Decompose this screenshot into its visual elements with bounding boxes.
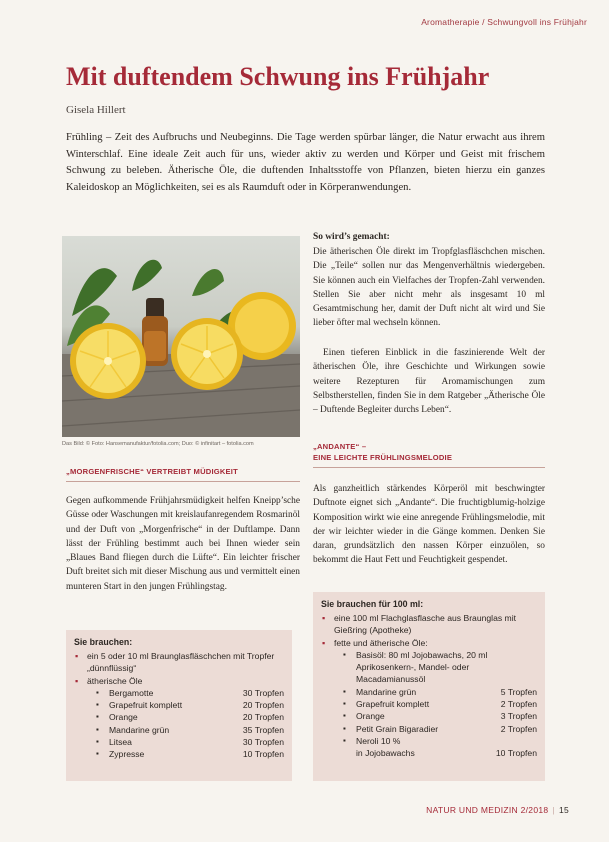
oil-row: [321, 735, 537, 747]
ingredients-list: [321, 612, 537, 760]
oil-name: ▪ Orange: [109, 712, 138, 723]
oil-name: ▪ Neroli 10 %: [356, 735, 401, 746]
oil-amount: 2 Tropfen: [500, 723, 537, 734]
footer-separator: |: [552, 805, 555, 815]
how-to-body-2: Einen tieferen Einblick in die faszinierende Welt der ätherischen Öle, ihre Geschichte und Wirkungen sowie weitere Rezepturen für Aromamischungen zum Selbstherstellen, finden Sie in dem Ratgeber „Ätherische Öle – Duftende Begleiter durchs Leben“.: [313, 348, 545, 415]
oil-name: ▪ Petit Grain Bigaradier: [356, 723, 439, 734]
ingredients-box-title: Sie brauchen:: [74, 637, 133, 647]
oil-amount: 30 Tropfen: [242, 737, 284, 748]
magazine-issue: NATUR UND MEDIZIN 2/2018: [426, 805, 549, 815]
intro-paragraph: Frühling – Zeit des Aufbruchs und Neubeginns. Die Tage werden spürbar länger, die Natur erwacht aus ihrem Winterschlaf. Eine ideale Zeit auch für uns, wieder aktiv zu werden und Körper und Geist mit frischem Schwung zu beleben. Ätherische Öle, die duftenden Inhaltsstoffe von Pflanzen, bieten hierzu ein ganzes Kaleidoskop an Möglichkeiten, sei es als Raumduft oder in Körperanwendungen.: [66, 132, 545, 193]
article-title: Mit duftendem Schwung ins Frühjahr: [66, 62, 490, 91]
section-morgenfrische-body: Gegen aufkommende Frühjahrsmüdigkeit helfen Kneipp’sche Güsse oder Waschungen mit kreislaufanregendem Rosmarinöl und der Duft von „Morgenfrische“ in der Duftlampe. Dann lässt der Frühling bestimmt auch bei Ihnen wieder sein „Blaues Band fliegen durch die Lüfte“. Ein leichter frischer Duft breitet sich mit dieser Mischung aus und vermittelt einen munteren Start in den jungen Frühlingstag.: [66, 496, 300, 592]
oil-row: [321, 649, 537, 686]
list-item: [74, 650, 284, 675]
page-footer: [426, 805, 569, 815]
oil-name: ▪ Zypresse: [109, 749, 145, 760]
oil-amount: 30 Tropfen: [242, 687, 284, 698]
oil-amount: 3 Tropfen: [500, 711, 537, 722]
list-item: [321, 637, 537, 649]
oil-amount: 5 Tropfen: [500, 686, 537, 697]
heading-rule: [66, 481, 300, 482]
oil-row: [74, 711, 284, 723]
list-item-text: eine 100 ml Flachglasflasche aus Braunglas mit Gießring (Apotheke): [334, 613, 516, 636]
photo-caption: Das Bild: © Foto: Hansemanufaktur/fotolia.com; Duo: © infinitart – fotolia.com: [62, 441, 254, 447]
ingredients-box-title: Sie brauchen für 100 ml:: [321, 599, 424, 609]
oil-row: [74, 699, 284, 711]
section-morgenfrische-heading-text: „MORGENFRISCHE“ VERTREIBT MÜDIGKEIT: [66, 467, 238, 476]
section-andante-heading-line1: „ANDANTE“ –: [313, 442, 367, 451]
list-item-text: ein 5 oder 10 ml Braunglasfläschchen mit Tropfer „dünnflüssig“: [87, 651, 275, 674]
oil-row: [74, 736, 284, 748]
how-to-heading: So wird’s gemacht:: [313, 232, 390, 242]
oil-row-continued: [321, 747, 537, 759]
oil-name: ▪ Bergamotte: [109, 687, 154, 698]
oil-amount: 10 Tropfen: [495, 748, 537, 759]
section-andante-heading: [313, 441, 545, 468]
oil-amount: 10 Tropfen: [242, 749, 284, 760]
oil-name: ▪ Mandarine grün: [109, 724, 170, 735]
ingredients-box-morgenfrische: [66, 630, 292, 781]
oil-amount: 20 Tropfen: [242, 700, 284, 711]
oil-row: [321, 710, 537, 722]
oil-row: [74, 748, 284, 760]
oil-name: ▪ Orange: [356, 711, 385, 722]
list-item: [74, 675, 284, 687]
oil-row: [321, 723, 537, 735]
list-item-text: ätherische Öle: [87, 675, 143, 686]
ingredients-box-andante: [313, 592, 545, 781]
oil-name: ▪ Litsea: [109, 737, 132, 748]
how-to-body: Die ätherischen Öle direkt im Tropfglasfläschchen mischen. Die „Teile“ sollen nur das Mengenverhältnis wiedergeben. Sie können auch ein Vielfaches der Tropfen-Zahl verwenden. Stellen Sie aber nicht mehr als insgesamt 10 ml Gesamtmischung her, damit der Duft nicht alt wird und Sie lieber öfter mal wechseln können.: [313, 247, 545, 329]
ingredients-list: [74, 650, 284, 761]
oil-name: in Jojobawachs: [356, 748, 415, 759]
page-number: 15: [558, 805, 569, 815]
oil-amount: 2 Tropfen: [500, 699, 537, 710]
oil-row: [321, 698, 537, 710]
oil-row: [321, 686, 537, 698]
heading-rule: [313, 467, 545, 468]
author-name: Gisela Hillert: [66, 104, 126, 116]
oil-amount: 20 Tropfen: [242, 712, 284, 723]
section-andante-body: Als ganzheitlich stärkendes Körperöl mit beschwingter Duftnote eignet sich „Andante“. Die fruchtigblumig-holzige Komposition wirkt wie eine anregende Frühlingsmelodie, mit der wir leichter wieder in die Gänge kommen. Denken Sie daran, grundsätzlich den nassen Körper einzuölen, so bekommt die Haut Fett und Feuchtigkeit gespendet.: [313, 484, 545, 566]
section-morgenfrische-heading: [66, 466, 300, 482]
oil-row: [74, 687, 284, 699]
list-item-text: fette und ätherische Öle:: [334, 637, 428, 648]
oil-name: ▪ Grapefruit komplett: [109, 700, 183, 711]
running-head: Aromatherapie / Schwungvoll ins Frühjahr: [421, 17, 587, 27]
list-item: [321, 612, 537, 637]
oil-amount: 35 Tropfen: [242, 724, 284, 735]
lemon-oil-photo: [62, 236, 300, 437]
oil-name: ▪ Mandarine grün: [356, 686, 417, 697]
oil-name: ▪ Basisöl: 80 ml Jojobawachs, 20 ml Aprikosenkern-, Mandel- oder Macadamianussöl: [356, 649, 488, 685]
section-andante-heading-line2: EINE LEICHTE FRÜHLINGSMELODIE: [313, 453, 453, 462]
oil-row: [74, 724, 284, 736]
oil-name: ▪ Grapefruit komplett: [356, 699, 430, 710]
